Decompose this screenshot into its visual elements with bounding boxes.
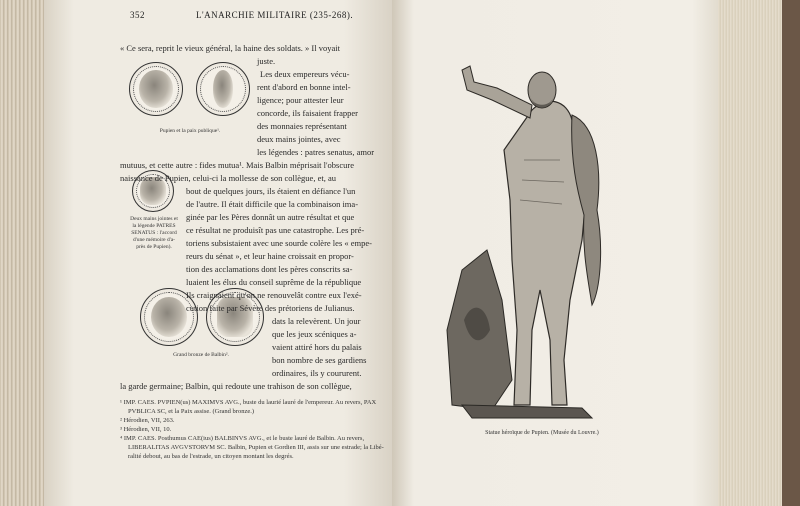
coin2-caption: [130, 216, 178, 251]
body-line: tion des acclamations dont les pères conscrits sa-: [186, 264, 353, 274]
coin2-caption-line: d'une mémoire d'a-: [133, 237, 175, 243]
body-line: luaient les élus du conseil suprême de la république: [186, 277, 362, 287]
body-line: juste.: [257, 56, 276, 66]
body-line: deux mains jointes, avec: [257, 134, 341, 144]
footnote-line: ¹ IMP. CAES. PVPIEN(us) MAXIMVS AVG., buste du laurié lauré de l'empereur. Au revers, PAX: [120, 399, 377, 406]
coin2-caption-line: près de Pupien).: [136, 244, 172, 250]
body-line: ce résultat ne produisît pas une catastrophe. Les pré-: [186, 225, 365, 235]
running-title: L'ANARCHIE MILITAIRE (235-268).: [196, 10, 354, 20]
body-line: de l'autre. Il était difficile que la combinaison ima-: [186, 199, 359, 209]
left-page-edges: [0, 0, 48, 506]
statue-raised-arm: [462, 66, 532, 118]
coin1-caption: Pupien et la paix publique¹.: [159, 128, 221, 134]
coin2-caption-line: SENATUS : l'accord: [131, 230, 177, 236]
body-line: concorde, ils faisaient frapper: [257, 108, 359, 118]
footnote-line: ⁴ IMP. CAES. Posthumus CAE(ius) BALBINVS AVG., et le buste lauré de Balbin. Au revers,: [120, 435, 365, 442]
book-cover-edge: [782, 0, 800, 506]
coin2-caption-line: la légende PATRES: [132, 223, 176, 229]
body-line: « Ce sera, reprit le vieux général, la haine des soldats. » Il voyait: [120, 43, 340, 53]
right-page-edges: [718, 0, 800, 506]
body-line: vaient attiré hors du palais: [272, 342, 362, 352]
body-line: Ils craignaient qu'on ne renouvelât contre eux l'exé-: [186, 290, 362, 300]
body-line: bon nombre de ses gardiens: [272, 355, 367, 365]
body-line: rent d'abord en bonne intel-: [257, 82, 351, 92]
coin3-caption: Grand bronze de Balbin².: [173, 352, 229, 358]
body-line: ginée par les Pères donnât un autre résultat et que: [186, 212, 355, 222]
body-line: ligence; pour attester leur: [257, 95, 344, 105]
body-line: des monnaies représentant: [257, 121, 347, 131]
body-line: toriens subsistaient avec une sourde colère les « empe-: [186, 238, 372, 248]
page-number: 352: [130, 10, 145, 20]
body-line: les légendes : patres senatus, amor: [257, 147, 375, 157]
coin2-caption-line: Deux mains jointes et: [130, 216, 178, 222]
footnote-line: LIBERALITAS AVGVSTORVM SC. Balbin, Pupien et Gordien III, assis sur une estrade; la Libé-: [128, 444, 384, 451]
body-line: la garde germaine; Balbin, qui redoute une trahison de son collègue,: [120, 381, 352, 391]
coin-pupien-reverse: [196, 62, 250, 116]
body-line: que les jeux scéniques a-: [272, 329, 357, 339]
footnote-line: ralité debout, au bas de l'estrade, un citoyen montant les degrés.: [128, 453, 294, 460]
statue-caption: Statue héroïque de Pupien. (Musée du Louvre.): [485, 430, 599, 436]
body-line: ordinaires, ils y coururent.: [272, 368, 362, 378]
body-line: cution faite par Sévère des prétoriens de Julianus.: [186, 303, 355, 313]
coin-pupien-obverse: [129, 62, 183, 116]
body-line: reurs du sénat », et leur haine croissait en propor-: [186, 251, 354, 261]
body-line: bout de quelques jours, ils étaient en défiance l'un: [186, 186, 356, 196]
footnote-line: PVBLICA SC, et la Paix assise. (Grand bronze.): [128, 408, 255, 415]
statue-head: [528, 72, 556, 108]
body-line: dats la relevèrent. Un jour: [272, 316, 361, 326]
statue-base: [462, 405, 592, 418]
left-page: [44, 0, 394, 506]
body-line: naissance de Pupien, celui-ci la mollesse de son collègue, et, au: [120, 173, 336, 183]
footnote-line: ² Hérodien, VII, 263.: [120, 417, 175, 424]
footnote-line: ³ Hérodien, VII, 10.: [120, 426, 172, 433]
body-line: Les deux empereurs vécu-: [260, 69, 350, 79]
body-line: mutuus, et cette autre : fides mutua¹. Mais Balbin méprisait l'obscure: [120, 160, 354, 170]
